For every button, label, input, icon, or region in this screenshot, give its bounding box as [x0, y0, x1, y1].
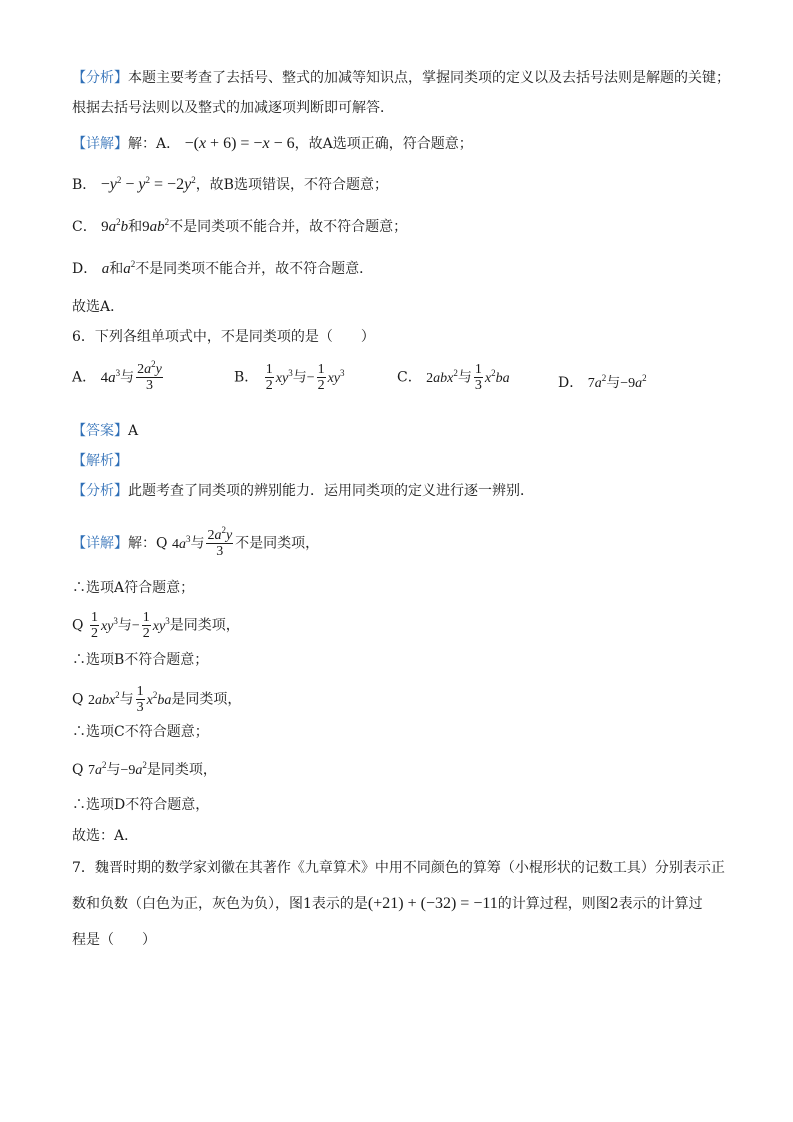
fraction: $\frac{1}{3}$ — [136, 684, 144, 715]
q6-answer: 【答案】A — [72, 423, 139, 439]
formula-a: −(x + 6) = −x − 6 — [184, 135, 295, 152]
q6-analysis: 【分析】此题考查了同类项的辨别能力．运用同类项的定义进行逐一辨别． — [72, 483, 534, 499]
q5-analysis-line2: 根据去括号法则以及整式的加减逐项判断即可解答． — [72, 100, 394, 116]
q6-option-c[interactable]: C． 2abx$^2$与 $\frac{1}{3}$ $x^2ba$ — [397, 362, 510, 393]
q7-stem-line3: 程是（ ） — [72, 932, 156, 948]
fraction: $\frac{1}{2}$ — [142, 610, 150, 641]
fraction: $\frac{2a^2y}{3}$ — [137, 359, 162, 393]
fraction: $\frac{2a^2y}{3}$ — [207, 525, 233, 559]
q5-detail-d: D． a和$a^2$不是同类项不能合并，故不符合题意． — [72, 259, 374, 277]
fraction: $\frac{1}{2}$ — [317, 362, 325, 393]
q6-result-d: ∴选项D不符合题意， — [72, 797, 210, 813]
formula-d2: $a^2$ — [123, 259, 136, 277]
q6-result-c: ∴选项C不符合题意； — [72, 724, 209, 740]
q6-result-b: ∴选项B不符合题意； — [72, 652, 209, 668]
q6-detail-b: Q $\frac{1}{2}$ $xy^3$与− $\frac{1}{2}$ $xy^3$是同类项， — [72, 610, 240, 641]
q6-option-a[interactable]: A． $4a^3$与 $\frac{2a^2y}{3}$ — [72, 359, 162, 393]
q5-detail-c: C． $9a^2b$和$9ab^2$不是同类项不能合并，故不符合题意； — [72, 217, 408, 235]
fraction: $\frac{1}{3}$ — [474, 362, 482, 393]
analysis-tag: 【分析】 — [72, 70, 128, 86]
fraction: $\frac{1}{2}$ — [265, 362, 273, 393]
q5-conclusion: 故选A． — [72, 299, 125, 315]
q6-stem: 6．下列各组单项式中，不是同类项的是（ ） — [72, 329, 375, 345]
formula-q7: (+21) + (−32) = −11 — [367, 895, 498, 912]
formula-d1: a — [101, 261, 110, 277]
q7-stem-line1: 7．魏晋时期的数学家刘徽在其著作《九章算术》中用不同颜色的算筹（小棍形状的记数工具）分别表示正 — [72, 860, 725, 876]
q5-analysis-text: 本题主要考查了去括号、整式的加减等知识点，掌握同类项的定义以及去括号法则是解题的关键； — [128, 70, 730, 86]
q6-option-d[interactable]: D． $7a^2$与$-9a^2$ — [558, 373, 647, 391]
formula-c2: $9ab^2$ — [142, 217, 170, 235]
q6-conclusion: 故选：A． — [72, 828, 139, 844]
q5-detail-a: 【详解】解：A． −(x + 6) = −x − 6，故A选项正确，符合题意； — [72, 135, 473, 152]
formula-c1: $9a^2b$ — [101, 217, 129, 235]
q6-detail-c: Q 2abx$^2$与 $\frac{1}{3}$ $x^2ba$是同类项， — [72, 684, 242, 715]
q6-detail-d: Q $7a^2$与$-9a^2$是同类项， — [72, 760, 217, 778]
q6-result-a: ∴选项A符合题意； — [72, 580, 195, 596]
q5-detail-b: B． $-y^2 - y^2 = -2y^2$，故B选项错误，不符合题意； — [72, 175, 388, 193]
fraction: $\frac{1}{2}$ — [90, 610, 98, 641]
q5-analysis-line1 — [72, 68, 730, 88]
q7-stem-line2: 数和负数（白色为正，灰色为负），图1表示的是(+21) + (−32) = −11的计算过程，则图2表示的计算过 — [72, 895, 703, 912]
detail-tag: 【详解】 — [72, 136, 128, 152]
q6-option-b[interactable]: B． $\frac{1}{2}$ $xy^3$与− $\frac{1}{2}$ $xy^3$ — [234, 362, 345, 393]
formula-b: $-y^2 - y^2 = -2y^2$ — [100, 175, 196, 193]
q6-solution-tag: 【解析】 — [72, 453, 128, 469]
q6-detail-a: 【详解】解：Q $4a^3$与 $\frac{2a^2y}{3}$ 不是同类项， — [72, 525, 320, 559]
answer-tag: 【答案】 — [72, 423, 128, 439]
